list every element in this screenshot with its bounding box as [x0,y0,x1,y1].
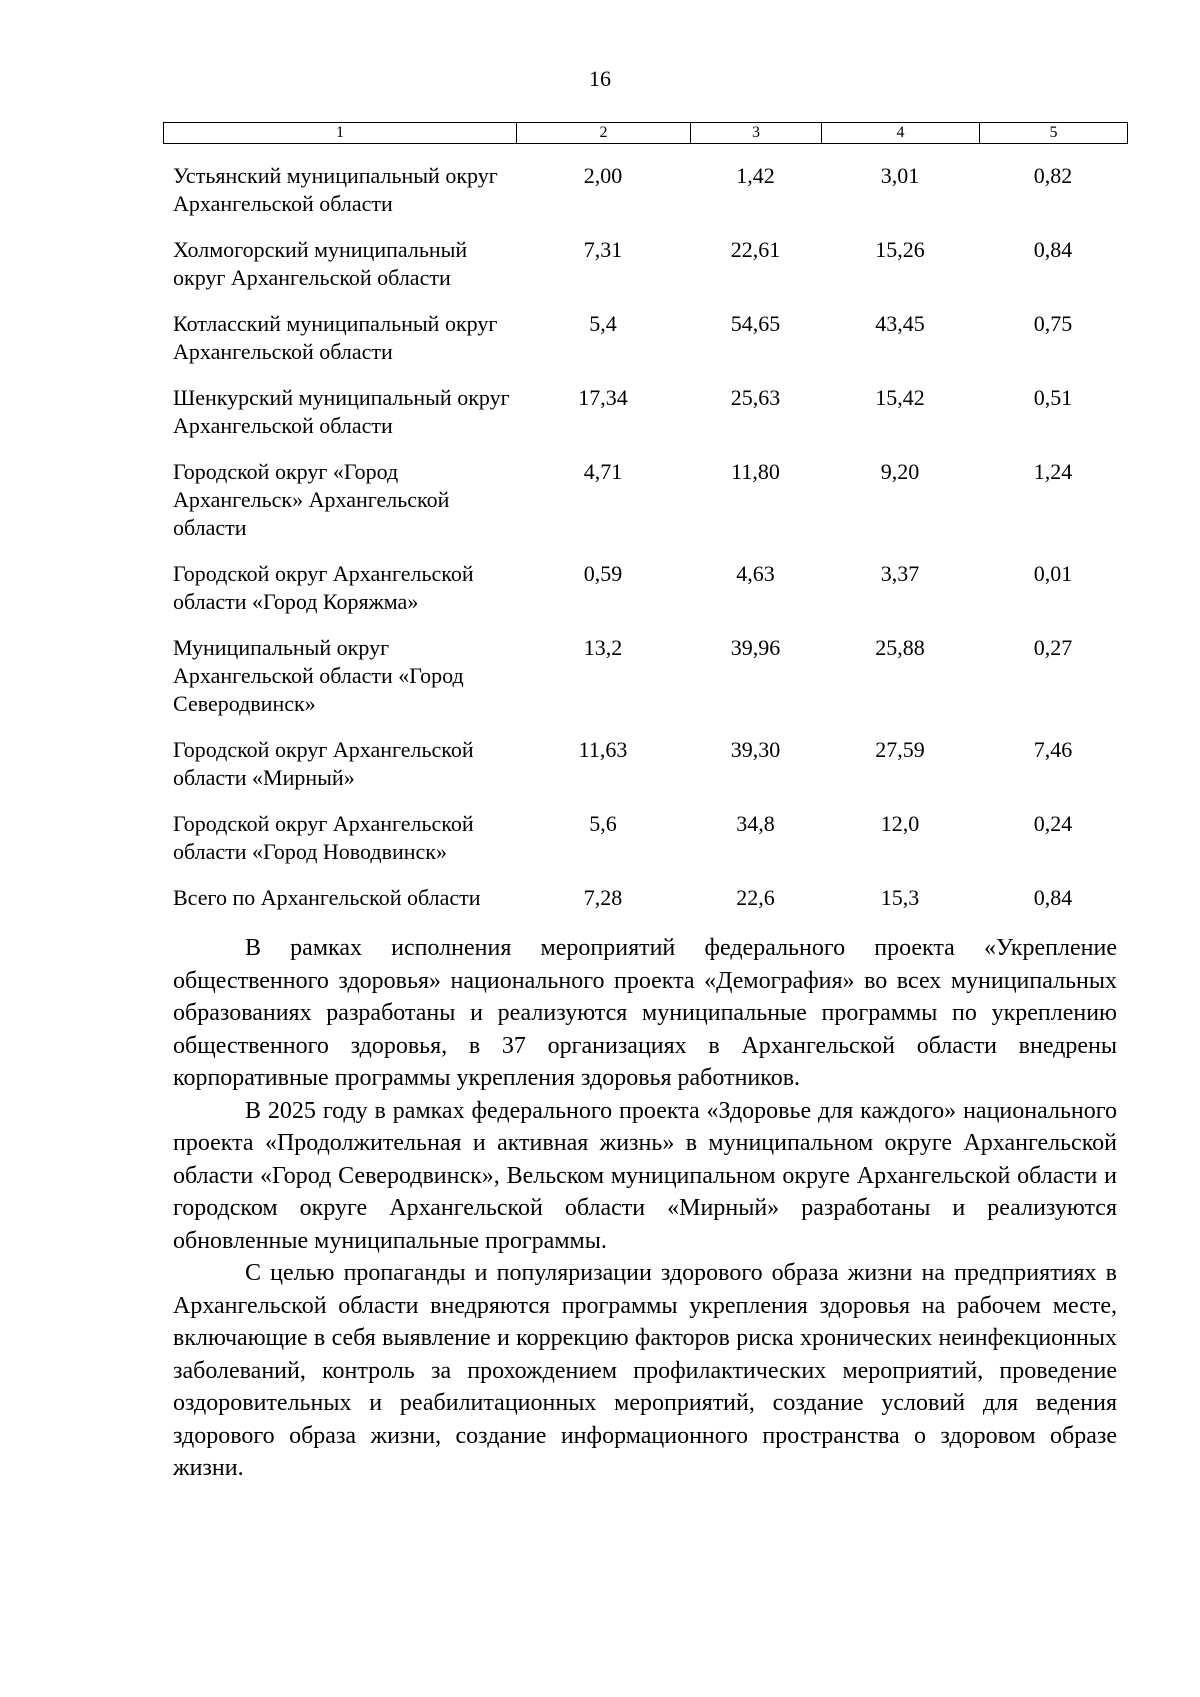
row-value-col2: 5,4 [589,311,617,336]
column-number-5: 5 [980,123,1128,144]
paragraph: В 2025 году в рамках федерального проекта «Здоровье для каждого» национального проекта «Продолжительная и активная жизнь» в муниципальном округе Архангельской области «Город Северодвинск», Вельском муниципальном округе Архангельской области и городском округе Архангельской области «Мирный» разработаны и реализуются обновленные муниципальные программы. [173,1097,1117,1254]
row-value-col5: 0,01 [1033,561,1073,586]
row-value-col3: 39,30 [730,737,781,762]
row-value-col3: 54,65 [730,311,781,336]
row-value-col4: 15,3 [880,885,920,910]
row-value-col5: 0,27 [1033,635,1073,660]
column-number-4: 4 [822,123,980,144]
table-row [163,236,1127,310]
row-value-col3: 39,96 [730,635,781,660]
row-name-cell: Устьянский муниципальный округ Архангельской области [173,163,498,216]
row-value-col4: 15,26 [875,237,925,262]
table-body [163,162,1127,930]
row-value-col2: 4,71 [583,459,623,484]
row-value-col4: 27,59 [875,737,925,762]
row-value-col4: 3,37 [880,561,920,586]
column-number-1: 1 [164,123,517,144]
row-value-col5: 0,84 [1033,237,1073,262]
row-value-col5: 0,82 [1033,163,1073,188]
row-value-col4: 25,88 [875,635,925,660]
data-table [163,162,1127,930]
table-column-numbers [163,122,1128,144]
table-row [163,384,1127,458]
table-row [163,458,1127,560]
table-row [163,310,1127,384]
row-value-col5: 0,24 [1033,811,1073,836]
row-name-cell: Шенкурский муниципальный округ Архангельской области [173,385,510,438]
row-value-col2: 13,2 [583,635,623,660]
paragraph: В рамках исполнения мероприятий федерального проекта «Укрепление общественного здоровья» национального проекта «Демография» во всех муниципальных образованиях разработаны и реализуются муниципальные программы по укреплению общественного здоровья, в 37 организациях в Архангельской области внедрены корпоративные программы укрепления здоровья работников. [173,935,1117,1091]
column-number-3: 3 [691,123,822,144]
row-name-cell: Городской округ «Город Архангельск» Архангельской области [173,459,450,540]
row-value-col4: 15,42 [875,385,925,410]
row-value-col2: 2,00 [583,163,623,188]
row-value-col3: 1,42 [736,163,775,188]
row-value-col3: 34,8 [736,811,775,836]
row-name-cell: Всего по Архангельской области [173,885,481,910]
row-value-col4: 3,01 [880,163,920,188]
row-value-col2: 7,31 [583,237,623,262]
row-value-col4: 9,20 [880,459,920,484]
body-text [173,932,1117,1485]
paragraph: С целью пропаганды и популяризации здорового образа жизни на предприятиях в Архангельской области внедряются программы укрепления здоровья на рабочем месте, включающие в себя выявление и коррекцию факторов риска хронических неинфекционных заболеваний, контроль за прохождением профилактических мероприятий, проведение оздоровительных и реабилитационных мероприятий, создание условий для ведения здорового образа жизни, создание информационного пространства о здоровом образе жизни. [173,1260,1117,1481]
row-value-col2: 17,34 [578,385,628,410]
row-value-col3: 25,63 [730,385,781,410]
row-value-col3: 4,63 [736,561,775,586]
row-value-col5: 0,75 [1033,311,1073,336]
row-value-col5: 0,84 [1033,885,1073,910]
row-value-col5: 1,24 [1033,459,1073,484]
table-row [163,162,1127,236]
table-header-row [164,123,1128,144]
column-number-2: 2 [517,123,691,144]
row-name-cell: Городской округ Архангельской области «Город Коряжма» [173,561,474,614]
row-value-col3: 22,6 [736,885,775,910]
table-row [163,736,1127,810]
row-name-cell: Городской округ Архангельской области «Мирный» [173,737,474,790]
row-name-cell: Холмогорский муниципальный округ Архангельской области [173,237,468,290]
row-value-col4: 43,45 [875,311,925,336]
row-value-col3: 22,61 [730,237,781,262]
row-name-cell: Котласский муниципальный округ Архангельской области [173,311,498,364]
table-row [163,634,1127,736]
row-value-col2: 11,63 [578,737,628,762]
row-value-col3: 11,80 [731,459,780,484]
row-name-cell: Городской округ Архангельской области «Город Новодвинск» [173,811,474,864]
table-row [163,560,1127,634]
table-row [163,884,1127,930]
row-value-col5: 0,51 [1033,385,1073,410]
table-row [163,810,1127,884]
row-value-col4: 12,0 [880,811,920,836]
row-value-col2: 7,28 [583,885,623,910]
page-number: 16 [589,66,611,91]
row-value-col5: 7,46 [1033,737,1073,762]
row-value-col2: 5,6 [589,811,617,836]
row-value-col2: 0,59 [583,561,623,586]
row-name-cell: Муниципальный округ Архангельской области «Город Северодвинск» [173,635,464,716]
